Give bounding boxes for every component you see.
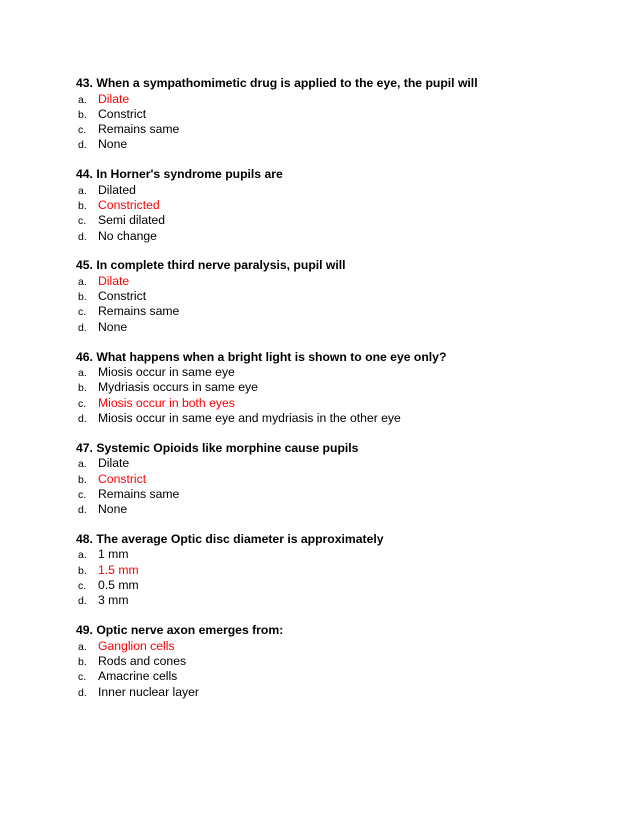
question-title: 48. The average Optic disc diameter is approximately xyxy=(76,531,384,546)
question-block xyxy=(76,76,596,153)
option-item-correct xyxy=(76,639,596,654)
option-letter: b. xyxy=(78,108,87,121)
option-text: None xyxy=(98,502,128,517)
option-item-correct xyxy=(76,198,596,213)
question-list xyxy=(76,76,596,714)
option-letter: a. xyxy=(78,275,87,288)
question-title: 47. Systemic Opioids like morphine cause pupils xyxy=(76,440,359,455)
option-letter: a. xyxy=(78,549,87,562)
option-item xyxy=(76,183,596,198)
question-block xyxy=(76,532,596,609)
option-text: Dilated xyxy=(98,182,136,197)
option-text: No change xyxy=(98,228,157,243)
question-title: 44. In Horner's syndrome pupils are xyxy=(76,167,283,182)
option-list xyxy=(76,92,596,153)
option-item xyxy=(76,229,596,244)
question-block xyxy=(76,167,596,244)
option-letter: c. xyxy=(78,671,87,684)
option-text: None xyxy=(98,137,128,152)
option-text: Semi dilated xyxy=(98,213,166,228)
option-letter: a. xyxy=(78,640,87,653)
option-item xyxy=(76,137,596,152)
question-block xyxy=(76,350,596,427)
question-block xyxy=(76,258,596,335)
option-list xyxy=(76,274,596,335)
option-letter: b. xyxy=(78,199,87,212)
option-item-correct xyxy=(76,92,596,107)
correct-answer-text: 1.5 mm xyxy=(98,562,139,577)
correct-answer-text: Constricted xyxy=(98,197,160,212)
option-letter: d. xyxy=(78,139,87,152)
option-text: None xyxy=(98,319,128,334)
option-letter: b. xyxy=(78,473,87,486)
option-item-correct xyxy=(76,563,596,578)
correct-answer-text: Dilate xyxy=(98,273,130,288)
option-item xyxy=(76,502,596,517)
option-item xyxy=(76,593,596,608)
option-item xyxy=(76,122,596,137)
option-text: Remains same xyxy=(98,304,180,319)
option-letter: c. xyxy=(78,306,87,319)
option-text: Dilate xyxy=(98,456,130,471)
option-letter: d. xyxy=(78,412,87,425)
option-list xyxy=(76,639,596,700)
correct-answer-text: Miosis occur in both eyes xyxy=(98,395,235,410)
question-title: 43. When a sympathomimetic drug is applied to the eye, the pupil will xyxy=(76,76,478,90)
option-letter: d. xyxy=(78,321,87,334)
option-text: 0.5 mm xyxy=(98,578,139,593)
option-item xyxy=(76,380,596,395)
option-item xyxy=(76,547,596,562)
option-text: Constrict xyxy=(98,106,147,121)
option-item xyxy=(76,456,596,471)
option-text: Mydriasis occurs in same eye xyxy=(98,380,258,395)
option-letter: a. xyxy=(78,458,87,471)
option-text: Amacrine cells xyxy=(98,669,178,684)
option-letter: b. xyxy=(78,291,87,304)
option-text: 1 mm xyxy=(98,547,129,562)
option-item xyxy=(76,320,596,335)
option-list xyxy=(76,456,596,517)
option-letter: d. xyxy=(78,686,87,699)
correct-answer-text: Ganglion cells xyxy=(98,638,175,653)
option-text: 3 mm xyxy=(98,593,129,608)
question-title: 49. Optic nerve axon emerges from: xyxy=(76,623,284,638)
option-letter: d. xyxy=(78,504,87,517)
question-title: 46. What happens when a bright light is shown to one eye only? xyxy=(76,349,447,364)
option-letter: c. xyxy=(78,397,87,410)
option-item xyxy=(76,487,596,502)
option-letter: c. xyxy=(78,124,87,137)
option-list xyxy=(76,547,596,608)
option-text: Remains same xyxy=(98,122,180,137)
correct-answer-text: Constrict xyxy=(98,471,147,486)
option-letter: b. xyxy=(78,382,87,395)
option-item-correct xyxy=(76,472,596,487)
option-text: Rods and cones xyxy=(98,653,187,668)
option-item xyxy=(76,213,596,228)
option-letter: a. xyxy=(78,93,87,106)
option-list xyxy=(76,365,596,426)
option-list xyxy=(76,183,596,244)
correct-answer-text: Dilate xyxy=(98,91,130,106)
option-text: Constrict xyxy=(98,289,147,304)
option-item xyxy=(76,685,596,700)
option-letter: a. xyxy=(78,184,87,197)
option-item xyxy=(76,365,596,380)
option-letter: c. xyxy=(78,215,87,228)
option-text: Remains same xyxy=(98,486,180,501)
option-letter: d. xyxy=(78,230,87,243)
option-item-correct xyxy=(76,396,596,411)
option-item-correct xyxy=(76,274,596,289)
option-letter: b. xyxy=(78,564,87,577)
option-letter: c. xyxy=(78,488,87,501)
option-item xyxy=(76,304,596,319)
option-item xyxy=(76,578,596,593)
option-letter: d. xyxy=(78,595,87,608)
question-title: 45. In complete third nerve paralysis, pupil will xyxy=(76,258,346,273)
option-item xyxy=(76,107,596,122)
option-letter: b. xyxy=(78,655,87,668)
option-item xyxy=(76,669,596,684)
option-text: Inner nuclear layer xyxy=(98,684,199,699)
option-item xyxy=(76,289,596,304)
option-item xyxy=(76,411,596,426)
option-letter: a. xyxy=(78,367,87,380)
option-text: Miosis occur in same eye xyxy=(98,365,235,380)
option-letter: c. xyxy=(78,580,87,593)
option-item xyxy=(76,654,596,669)
option-text: Miosis occur in same eye and mydriasis in the other eye xyxy=(98,410,401,425)
question-block xyxy=(76,441,596,518)
question-block xyxy=(76,623,596,700)
